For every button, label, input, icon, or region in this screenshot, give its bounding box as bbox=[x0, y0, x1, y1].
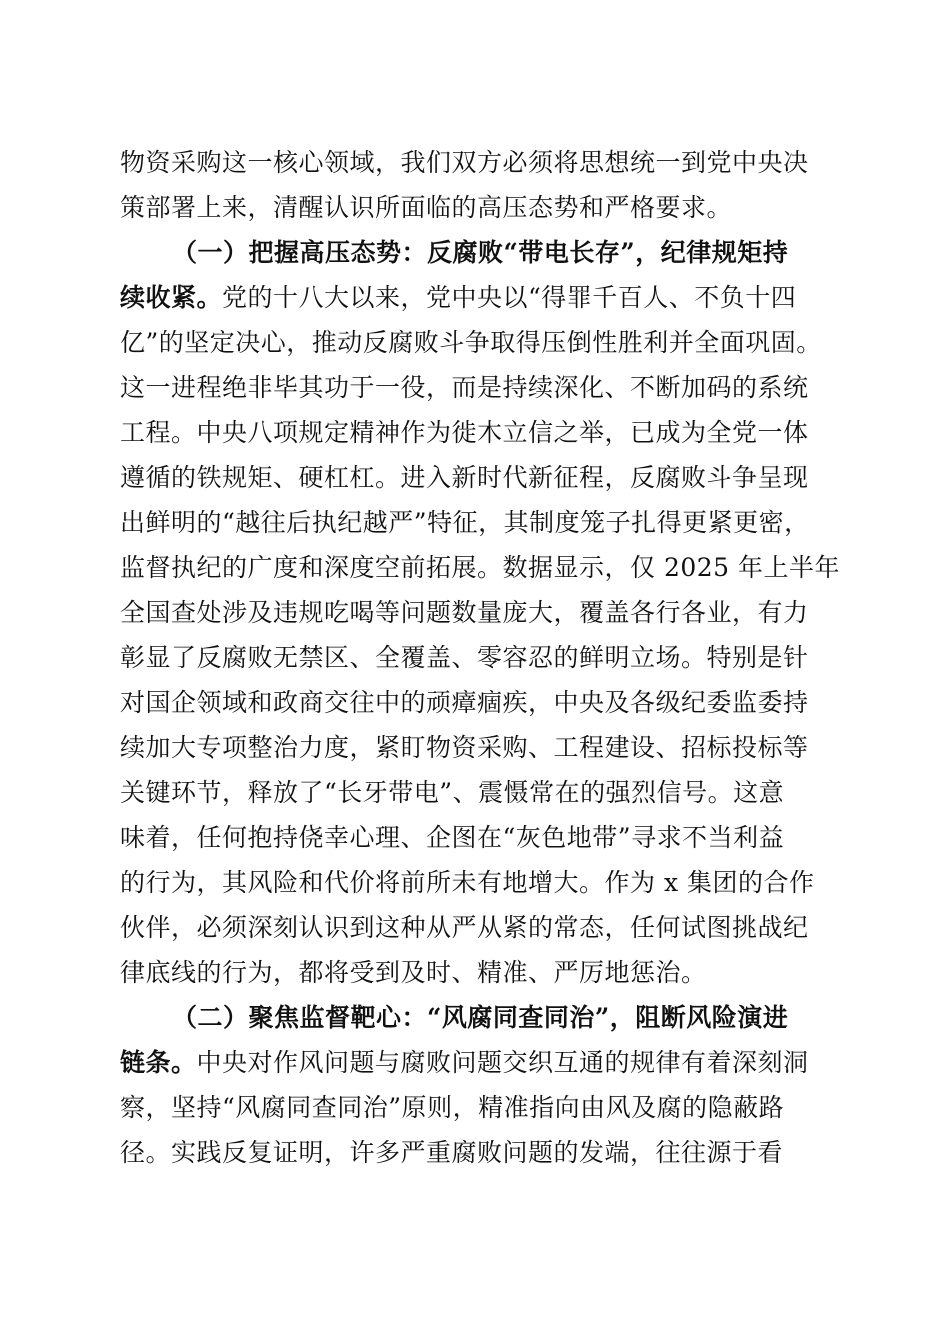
body-text-line: 对国企领域和政商交往中的顽瘴痼疾，中央及各级纪委监委持 bbox=[120, 688, 809, 717]
body-text-run: 党的十八大以来，党中央以“得罪千百人、不负十四 bbox=[222, 283, 797, 312]
heading-tail: 续收紧。 bbox=[120, 283, 223, 312]
body-text-line: 伙伴，必须深刻认识到这种从严从紧的常态，任何试图挑战纪 bbox=[120, 913, 809, 942]
body-text-line: 的行为，其风险和代价将前所未有地增大。作为 x 集团的合作 bbox=[120, 868, 815, 897]
section-heading-one: （一）把握高压态势：反腐败“带电长存”，纪律规矩持 bbox=[172, 238, 789, 267]
heading-tail: 链条。 bbox=[120, 1048, 197, 1077]
body-text-line: 续加大专项整治力度，紧盯物资采购、工程建设、招标投标等 bbox=[120, 733, 809, 762]
body-text-line: 工程。中央八项规定精神作为徙木立信之举，已成为全党一体 bbox=[120, 418, 809, 447]
section-heading-two-cont bbox=[120, 1046, 830, 1080]
body-text-run: 中央对作风问题与腐败问题交织互通的规律有着深刻洞 bbox=[196, 1048, 809, 1077]
body-text-line: 关键环节，释放了“长牙带电”、震慑常在的强烈信号。这意 bbox=[120, 778, 785, 807]
body-text-line: 径。实践反复证明，许多严重腐败问题的发端，往往源于看 bbox=[120, 1138, 784, 1167]
body-text-line: 监督执纪的广度和深度空前拓展。数据显示，仅 2025 年上半年 bbox=[120, 553, 841, 582]
body-text-line: 策部署上来，清醒认识所面临的高压态势和严格要求。 bbox=[120, 193, 733, 222]
body-text-line: 全国查处涉及违规吃喝等问题数量庞大，覆盖各行各业，有力 bbox=[120, 598, 809, 627]
body-text-line: 这一进程绝非毕其功于一役，而是持续深化、不断加码的系统 bbox=[120, 373, 809, 402]
body-text-line: 出鲜明的“越往后执纪越严”特征，其制度笼子扎得更紧更密， bbox=[120, 508, 810, 537]
body-text-line: 彰显了反腐败无禁区、全覆盖、零容忍的鲜明立场。特别是针 bbox=[120, 643, 809, 672]
body-text-line: 味着，任何抱持侥幸心理、企图在“灰色地带”寻求不当利益 bbox=[120, 823, 785, 852]
section-heading-one-cont bbox=[120, 281, 830, 315]
section-heading-two: （二）聚焦监督靶心：“风腐同查同治”，阻断风险演进 bbox=[172, 1003, 789, 1032]
body-text-line: 亿”的坚定决心，推动反腐败斗争取得压倒性胜利并全面巩固。 bbox=[120, 328, 822, 357]
body-text-line: 察，坚持“风腐同查同治”原则，精准指向由风及腐的隐蔽路 bbox=[120, 1093, 785, 1122]
body-text-line: 物资采购这一核心领域，我们双方必须将思想统一到党中央决 bbox=[120, 148, 809, 177]
body-text-line: 律底线的行为，都将受到及时、精准、严厉地惩治。 bbox=[120, 958, 707, 987]
body-text-line: 遵循的铁规矩、硬杠杠。进入新时代新征程，反腐败斗争呈现 bbox=[120, 463, 809, 492]
